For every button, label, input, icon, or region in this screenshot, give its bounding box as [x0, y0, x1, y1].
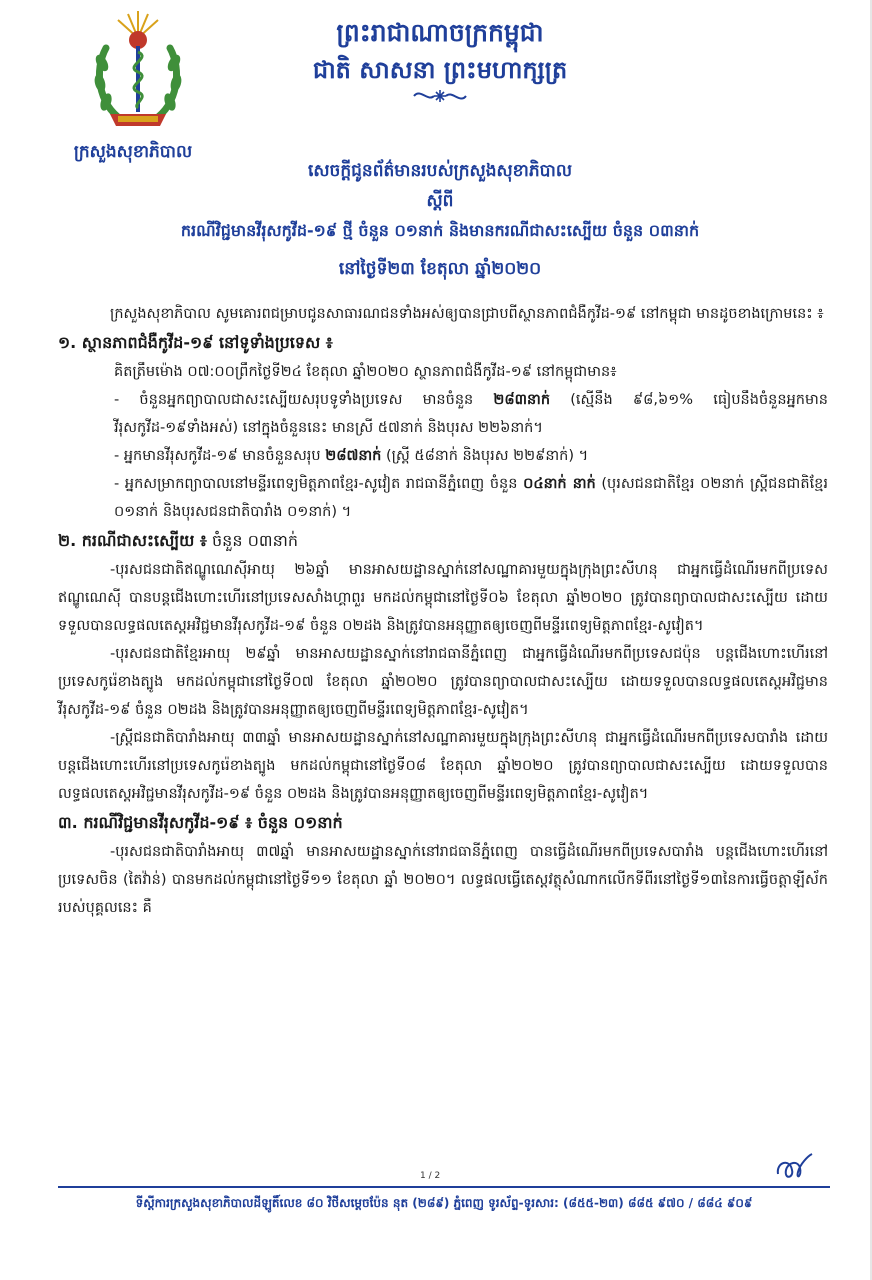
section-3-heading: ៣. ករណីវិជ្ជមានវីរុសកូវីដ-១៩ ៖ ចំនួន ០១នាក់ [58, 813, 343, 832]
ornament-divider-icon [410, 88, 470, 104]
footer-address: ទីស្តីការក្រសួងសុខាភិបាលដីឡូតិ៍លេខ ៨០ វិថីសម្តេចប៉ែន នុត (២៨៩) ភ្នំពេញ ទូរស័ព្ទ-ទូរសារ: (៨៥៥-២៣) ៨៨៥ ៩៧០ / ៨៨៤ ៩០៩ [135, 1196, 753, 1210]
signature-initial-icon [772, 1152, 814, 1186]
page-number: 1 / 2 [420, 1171, 441, 1181]
item-text: (ស្មើនឹង ៩៨,៦១% ធៀបនឹងចំនួនអ្នកមានវីរុសកូវីដ-១៩ទាំងអស់) នៅក្នុងចំនួននេះ មានស្រី ៥៧នាក់ និងបុរស ២២៦នាក់។ [114, 392, 828, 436]
item-text: (ស្ត្រី ៥៨នាក់ និងបុរស ២២៩នាក់) ។ [381, 448, 589, 464]
section-2-case-3: -ស្ត្រីជនជាតិបារាំងអាយុ ៣៣ឆ្នាំ មានអាសយដ្ឋានស្នាក់នៅសណ្ឋាគារមួយក្នុងក្រុងព្រះសីហនុ ជាអ្នកធ្វើដំណើរមកពីប្រទេសបារាំង ដោយបន្តជើងហោះហើរនៅប្រទេសកូរ៉េខាងត្បូង មកដល់កម្ពុជានៅថ្ងៃទី០៨ ខែតុលា ឆ្នាំ២០២០ ត្រូវបានព្យាបាលជាសះស្បើយ ដោយទទួលបានលទ្ធផលតេស្តអវិជ្ជមានវីរុសកូវីដ-១៩ ចំនួន ០២ដង និងត្រូវបានអនុញ្ញាតឲ្យចេញពីមន្ទីរពេទ្យមិត្តភាពខ្មែរ-សូវៀត។ [58, 730, 828, 802]
announcement-subject: ករណីវិជ្ជមានវីរុសកូវីដ-១៩ ថ្មី ចំនួន ០១នាក់ និងមានករណីជាសះស្បើយ ចំនួន ០៣នាក់ [180, 221, 700, 240]
section-2-heading [58, 526, 828, 556]
announcement-title: សេចក្តីជូនព័ត៌មានរបស់ក្រសួងសុខាភិបាល [307, 161, 573, 181]
kingdom-title: ព្រះរាជាណាចក្រកម្ពុជា [336, 18, 544, 47]
item-text: - អ្នកសម្រាកព្យាបាលនៅមន្ទីរពេទ្យមិត្តភាពខ្មែរ-សូវៀត រាជធានីភ្នំពេញ ចំនួន [114, 476, 524, 492]
section-1-item-hospitalized [58, 470, 828, 526]
announcement-date: នៅថ្ងៃទី២៣ ខែតុលា ឆ្នាំ២០២០ [338, 259, 542, 279]
section-1-item-total-cases [58, 442, 828, 470]
section-2-case-2: -បុរសជនជាតិខ្មែរអាយុ ២៩ឆ្នាំ មានអាសយដ្ឋានស្នាក់នៅរាជធានីភ្នំពេញ ជាអ្នកធ្វើដំណើរមកពីប្រទេសជប៉ុន បន្តជើងហោះហើរនៅប្រទេសកូរ៉េខាងត្បូង មកដល់កម្ពុជានៅថ្ងៃទី០៧ ខែតុលា ឆ្នាំ២០២០ ត្រូវបានព្យាបាលជាសះស្បើយ ដោយទទួលបានលទ្ធផលតេស្តអវិជ្ជមានវីរុសកូវីដ-១៩ ចំនួន ០២ដង និងត្រូវបានអនុញ្ញាតឲ្យចេញពីមន្ទីរពេទ្យមិត្តភាពខ្មែរ-សូវៀត។ [58, 646, 828, 718]
announcement-title-block [60, 155, 820, 291]
section-1-heading: ១. ស្ថានភាពជំងឺកូវីដ-១៩ នៅទូទាំងប្រទេស ៖ [58, 333, 333, 352]
item-text: - អ្នកមានវីរុសកូវីដ-១៩ មានចំនួនសរុប [114, 448, 326, 464]
document-body [58, 300, 828, 922]
section-2-case-1: -បុរសជនជាតិឥណ្ឌូណេស៊ីអាយុ ២៦ឆ្នាំ មានអាសយដ្ឋានស្នាក់នៅសណ្ឋាគារមួយក្នុងក្រុងព្រះសីហនុ ជាអ្នកធ្វើដំណើរមកពីប្រទេសឥណ្ឌូណេស៊ី បានបន្តជើងហោះហើរនៅប្រទេសសាំងហ្គាពួរ មកដល់កម្ពុជានៅថ្ងៃទី០៦ ខែតុលា ឆ្នាំ២០២០ ត្រូវបានព្យាបាលជាសះស្បើយ ដោយទទួលបានលទ្ធផលតេស្តអវិជ្ជមានវីរុសកូវីដ-១៩ ចំនួន ០២ដង និងត្រូវបានអនុញ្ញាតឲ្យចេញពីមន្ទីរពេទ្យមិត្តភាពខ្មែរ-សូវៀត។ [58, 562, 828, 634]
footer-divider [58, 1186, 830, 1188]
section-3-case-1: -បុរសជនជាតិបារាំងអាយុ ៣៧ឆ្នាំ មានអាសយដ្ឋានស្នាក់នៅរាជធានីភ្នំពេញ បានធ្វើដំណើរមកពីប្រទេសបារាំង បន្តជើងហោះហើរនៅប្រទេសចិន (តៃវ៉ាន់) បានមកដល់កម្ពុជានៅថ្ងៃទី១១ ខែតុលា ឆ្នាំ ២០២០។ លទ្ធផលធ្វើតេស្តវត្ថុសំណាកលើកទីពីរនៅថ្ងៃទី១៣នៃការធ្វើចត្តាឡីស័ករបស់បុគ្គលនេះ គឺ [58, 844, 828, 916]
ministry-name: ក្រសួងសុខាភិបាល [73, 142, 193, 162]
section-2-title: ២. ករណីជាសះស្បើយ ៖ [58, 531, 207, 550]
nation-motto: ជាតិ សាសនា ព្រះមហាក្សត្រ [312, 56, 568, 84]
item-text: - ចំនួនអ្នកព្យាបាលជាសះស្បើយសរុបទូទាំងប្រទេស មានចំនួន [114, 392, 494, 408]
announcement-subject-label: ស្តីពី [426, 191, 454, 211]
ministry-logo-icon [88, 8, 188, 136]
section-1-item-recovered [58, 386, 828, 442]
recovered-total: ២៨៣នាក់ [493, 392, 551, 408]
hospitalized-count: ០៤នាក់ នាក់ [523, 476, 596, 492]
item-text: (បុរសជនជាតិខ្មែរ ០២នាក់ ស្ត្រីជនជាតិខ្មែរ ០១នាក់ និងបុរសជនជាតិបារាំង ០១នាក់) ។ [114, 476, 828, 520]
total-cases: ២៨៧នាក់ [325, 448, 382, 464]
kingdom-header [290, 14, 590, 104]
section-1-lead: គិតត្រឹមម៉ោង ០៧:០០ព្រឹកថ្ងៃទី២៤ ខែតុលា ឆ្នាំ២០២០ ស្ថានភាពជំងឺកូវីដ-១៩ នៅកម្ពុជាមាន៖ [114, 364, 617, 380]
section-2-count: ចំនួន ០៣នាក់ [206, 531, 298, 550]
intro-paragraph: ក្រសួងសុខាភិបាល សូមគោរពជម្រាបជូនសាធារណជនទាំងអស់ឲ្យបានជ្រាបពីស្ថានភាពជំងឺកូវីដ-១៩ នៅកម្ពុជា មានដូចខាងក្រោមនេះ ៖ [110, 306, 824, 322]
